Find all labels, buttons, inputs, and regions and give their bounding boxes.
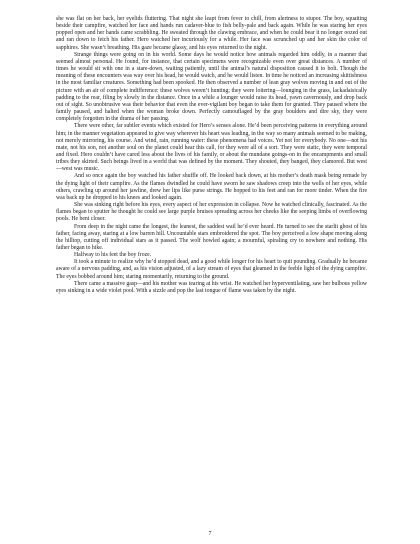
paragraph-9: There came a massive gasp—and his mother was tearing at his wrist. He watched her hyperventilating, saw her bulbous yellow eyes sinking in a wide violet pool. With a sizzle and pop the last tongue of flame was taken by the night. (56, 280, 367, 294)
paragraph-2: Strange things were going on in his world. Some days he would notice how animals regarded him oddly, in a manner that seemed almost personal. He found, for instance, that certain specimens were recognizable even over great distances. A number of times he would sit with one in a stare-down, waiting patiently, until the animal’s natural disposition caused it to bolt. Though the meaning of these encounters was way over his head, he would watch, and he would listen. In time he noticed an increasing skittishness in the most familiar creatures. Something had been spooked. He then observed a number of lean gray wolves moving in and out of the picture with an air of complete indifference: these wolves weren’t hunting; they were loitering—lounging in the grass, lackadaisically padding to the rear, filing by slowly in the distance. Once in a while a lounger would raise its head, yawn cavernously, and drop back out of sight. So unobtrusive was their behavior that even the ever-vigilant boy began to take them for granted. They paused where the family paused, and halted when the woman broke down. Perfectly camouflaged by the gray boulders and dire sky, they were completely forgotten in the drama of her passing. (56, 51, 367, 123)
paragraph-4: And so once again the boy watched his father shuffle off. He looked back down, at his mother’s death mask being remade by the dying light of their campfire. As the flames dwindled he could have sworn he saw shadows creep into the wells of her eyes, while others, crawling up around her jawline, drew her lips like purse strings. He hopped to his feet and ran for more tinder. When the fire was back up he dropped to his knees and looked again. (56, 173, 367, 201)
paragraph-8: It took a minute to realize why he’d stopped dead, and a good while longer for his heart to quit pounding. Gradually he became aware of a nervous padding, and, as his vision adjusted, of a lazy stream of eyes that gleamed in the feeble light of the dying campfire. The eyes bobbed around him; staring momentarily, returning to the ground. (56, 259, 367, 280)
page-number: 7 (208, 531, 212, 537)
document-page (56, 16, 367, 528)
paragraph-3: There were other, far subtler events which existed for Hero’s senses alone. He’d been perceiving patterns in everything around him; in the manner vegetation appeared to give way wherever his heart was leading, in the way so many animals seemed to be making, not merely mirroring, his course. And wind, rain, running water: these phenomena had voices. Yet not for everybody. No one—not his mate, not his son, not another soul on the planet could hear this call, for they were all of a sort. They were static, they were temporal and fixed. Hero couldn’t have cared less about the lives of his family, or about the mundane goings-on in the encampments and small tribes they skirted. Such beings lived in a world that was defined by the moment. They shouted, they banged, they clamored. But west—west was music. (56, 123, 367, 173)
paragraph-7: Halfway to his feet the boy froze. (74, 252, 152, 259)
paragraph-6: From deep in the night came the longest, the leanest, the saddest wail he’d ever heard. He turned to see the starlit ghost of his father, facing away, staring at a low barren hill. Uncountable stars embroidered the spot. The boy perceived a low shape moving along the hilltop, cutting off individual stars as it passed. The wolf howled again; a mournful, spiraling cry to nowhere and nothing. His father began to hike. (56, 223, 367, 251)
paragraph-5: She was sinking right before his eyes, every aspect of her expression in collapse. Now he watched clinically, fascinated. As the flames began to sputter he thought he could see large purple bruises spreading across her cheeks like the seeping limbs of overflowing pools. He bent closer. (56, 202, 367, 223)
paragraph-1: she was flat on her back, her eyelids fluttering. That night she leapt from fever to chill, from alertness to stupor. The boy, squatting beside their campfire, watched her face and hands run cadaver-blue to fish belly-pale and back again. While he was staring her eyes popped open and her hands came scrabbling. He sweated through the clawing embrace, and when he could bear it no longer oozed out and ran down to fetch his father. Hero watched her incuriously for a while. Her face was scrunched up and her skin the color of sapphires. She wasn’t breathing. His gaze became glassy, and his eyes returned to the night. (56, 16, 367, 51)
